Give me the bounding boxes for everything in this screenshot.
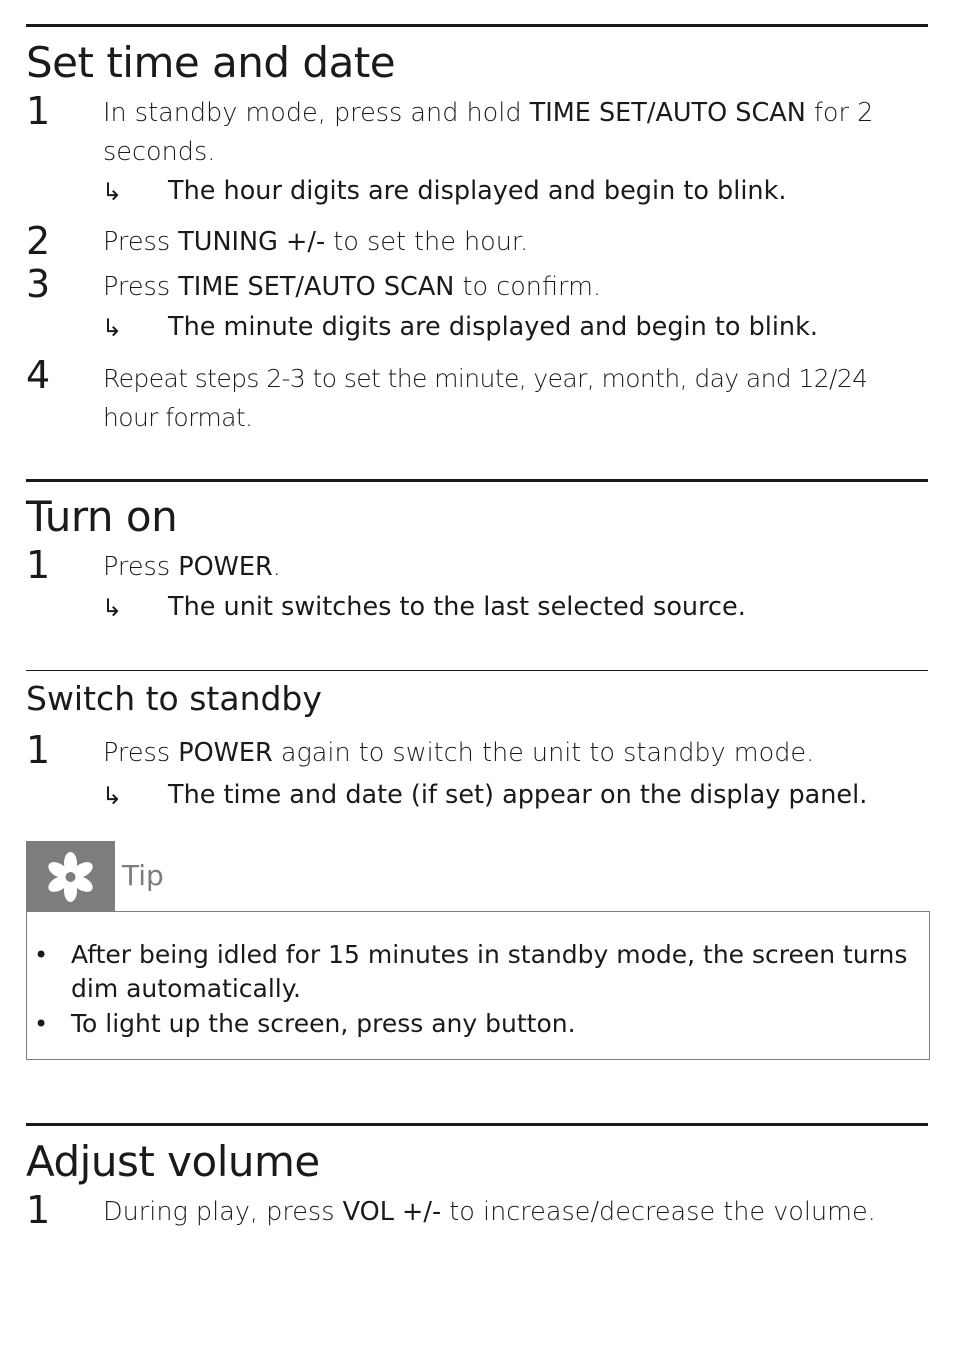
- result-arrow-icon: ↳: [102, 178, 123, 206]
- section-divider: [26, 1123, 928, 1126]
- result-arrow-icon: ↳: [102, 314, 123, 342]
- step-text: [103, 1193, 913, 1232]
- step-number: 1: [26, 728, 51, 772]
- button-name: POWER: [178, 552, 273, 582]
- asterisk-icon: [26, 841, 115, 912]
- step-text-post: to set the hour.: [325, 227, 529, 257]
- step-number: 1: [26, 543, 51, 587]
- section-divider: [26, 24, 928, 27]
- step-text-pre: Press: [103, 272, 179, 302]
- bullet-icon: •: [34, 941, 49, 969]
- step-result: The hour digits are displayed and begin to blink.: [168, 176, 787, 206]
- step-number: 3: [26, 262, 51, 306]
- tip-item: After being idled for 15 minutes in standby mode, the screen turns dim automatically.: [71, 940, 908, 1003]
- step-text: [103, 223, 913, 262]
- button-name: POWER: [178, 738, 273, 768]
- step-text: Repeat steps 2-3 to set the minute, year, month, day and 12/24 hour format.: [103, 364, 868, 432]
- section-title-adjust-volume: Adjust volume: [26, 1137, 320, 1186]
- step-text-post: .: [272, 552, 281, 582]
- step-number: 1: [26, 89, 51, 133]
- step-text: [103, 268, 913, 307]
- button-name: TIME SET/AUTO SCAN: [178, 272, 455, 302]
- step-text-pre: During play, press: [103, 1197, 343, 1227]
- tip-item: To light up the screen, press any button.: [71, 1009, 576, 1038]
- step-text-post: again to switch the unit to standby mode.: [272, 738, 815, 768]
- step-result: The unit switches to the last selected source.: [168, 592, 746, 622]
- step-text-post: to confirm.: [454, 272, 602, 302]
- step-number: 4: [26, 353, 51, 397]
- tip-header: [26, 841, 115, 912]
- step-result: The minute digits are displayed and begin to blink.: [168, 312, 818, 342]
- section-divider: [26, 670, 928, 671]
- tip-label: Tip: [122, 859, 164, 892]
- step-text-pre: Press: [103, 552, 179, 582]
- step-result: The time and date (if set) appear on the display panel.: [168, 780, 868, 810]
- step-text: [103, 548, 913, 587]
- step-number: 1: [26, 1188, 51, 1232]
- step-text-post: to increase/decrease the volume.: [441, 1197, 876, 1227]
- step-text: [103, 734, 913, 773]
- section-divider: [26, 479, 928, 482]
- button-name: VOL +/-: [342, 1197, 442, 1227]
- step-text-pre: In standby mode, press and hold: [103, 98, 530, 128]
- button-name: TIME SET/AUTO SCAN: [529, 98, 806, 128]
- step-text-pre: Press: [103, 738, 179, 768]
- bullet-icon: •: [34, 1010, 49, 1038]
- step-text-post: for 2 seconds.: [103, 98, 874, 167]
- result-arrow-icon: ↳: [102, 594, 123, 622]
- button-name: TUNING +/-: [178, 227, 326, 257]
- step-text: [103, 94, 913, 172]
- section-title-set-time: Set time and date: [26, 38, 396, 87]
- result-arrow-icon: ↳: [102, 782, 123, 810]
- section-title-turn-on: Turn on: [26, 492, 178, 541]
- step-text-pre: Press: [103, 227, 179, 257]
- section-title-standby: Switch to standby: [26, 679, 322, 718]
- step-number: 2: [26, 219, 51, 263]
